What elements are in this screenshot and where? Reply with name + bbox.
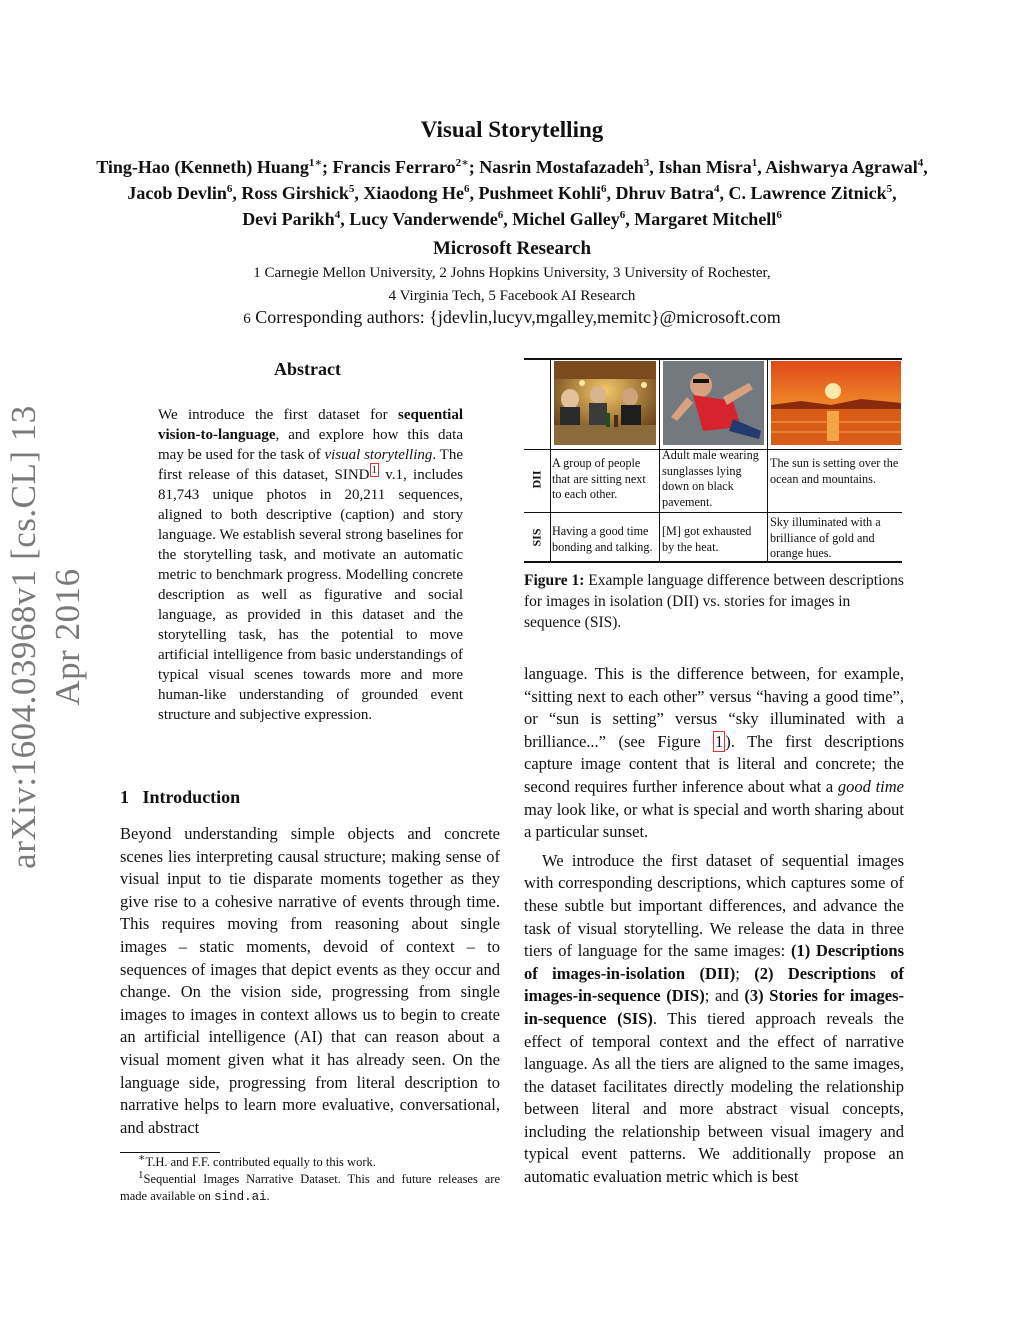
author-name: Ishan Misra: [658, 157, 752, 177]
intro-heading-number: 1: [120, 787, 129, 807]
footnote-1: [120, 1168, 500, 1206]
author-name: Jacob Devlin: [127, 183, 227, 203]
author-mark: ∗: [461, 157, 469, 169]
caption-text: Example language difference between descriptions for images in isolation (DII) vs. stories for images in sequence (SIS).: [524, 572, 904, 631]
author-sep: ,: [354, 183, 364, 203]
footnote-1-link[interactable]: 1: [371, 464, 378, 476]
photo-people-at-table: [554, 361, 656, 445]
author-list: [40, 154, 984, 232]
abstract-text-2: , and explore how this data may be used for the task of: [158, 427, 463, 463]
figure-vline: [767, 358, 768, 563]
paper-title: Visual Storytelling: [420, 117, 604, 142]
author-mark: ∗: [314, 157, 323, 169]
author-name: Francis Ferraro: [332, 157, 456, 177]
caption-label: Figure 1:: [524, 572, 585, 589]
author-sup: 5: [348, 183, 355, 195]
author-sup: 4: [713, 183, 720, 195]
right-p1-text-c: may look like, or what is special and worth sharing about a particular sunset.: [524, 799, 904, 842]
right-p2-bold-2: (2) Descriptions of images-in-sequence (DIS): [524, 963, 904, 1006]
intro-left-paragraph: [120, 823, 500, 1139]
right-p2-sep-1: ;: [735, 963, 755, 983]
right-p2-text-c: . This tiered approach reveals the effect of temporal context and the effect of narrative language. As all the tiers are aligned to the same images, the dataset facilitates directly modeling the relationship between literal and more abstract visual concepts, including the relationship between visual imagery and typical event patterns. We additionally propose an automatic evaluation metric which is best: [524, 1008, 904, 1187]
author-sep: ,: [649, 157, 659, 177]
intro-heading-text: Introduction: [142, 787, 241, 807]
abstract-bold: sequential vision-to-language: [158, 407, 463, 443]
footnote-1-mark: 1: [138, 1168, 144, 1181]
right-p2-bold-3: (3) Stories for images-in-sequence (SIS): [524, 986, 904, 1028]
affiliation-org: Microsoft Research: [432, 238, 592, 259]
sis-cell: [M] got exhausted by the heat.: [662, 524, 752, 554]
affiliation-line-1: 1 Carnegie Mellon University, 2 Johns Hopkins University, 3 University of Rochester,: [253, 265, 771, 281]
author-name: Devi Parikh: [242, 209, 335, 229]
corr-number: 6: [243, 311, 251, 327]
abstract-body: [158, 405, 463, 725]
footnote-1-end: .: [266, 1189, 270, 1203]
corresponding-authors: [0, 307, 1024, 328]
arxiv-sidebar-id: arXiv:1604.03968v1 [cs.CL] 13 Apr 2016: [4, 405, 87, 869]
author-name: Dhruv Batra: [615, 183, 714, 203]
intro-paragraph-1: Beyond understanding simple objects and concrete scenes lies interpreting causal structure; making sense of visual input to tie disparate moments together as they give rise to a cohesive narrative of events through time. This requires moving from reasoning about single images – static moments, devoid of context – to sequences of images that depict events as they occur and change. On the vision side, progressing from single images to images in context allows us to begin to create an artificial intelligence (AI) that can reason about a visual moment given what it has already seen. On the language side, progressing from literal description to narrative helps to learn more evaluative, conversational, and abstract: [120, 824, 500, 1137]
author-sep: ,: [606, 183, 616, 203]
author-sup: 3: [643, 157, 650, 169]
author-line-3: [40, 206, 984, 232]
author-sep: ,: [719, 183, 729, 203]
author-sup: 6: [463, 183, 470, 195]
photo-man-on-pavement: [663, 361, 764, 445]
author-sup: 1: [308, 157, 315, 169]
author-name: Ross Girshick: [241, 183, 349, 203]
author-sep: ,: [503, 209, 513, 229]
right-p1-text-a: language. This is the difference between, for example, “sitting next to each other” versus “having a good time”, or “sun is setting” versus “sky illuminated with a brilliance...” (see Figure: [524, 664, 904, 751]
figure-1-caption: [524, 570, 904, 633]
footnote-rule: [120, 1152, 220, 1153]
dii-cell: The sun is setting over the ocean and mountains.: [770, 456, 899, 486]
figure-1-link[interactable]: 1: [715, 731, 724, 751]
author-name: Michel Galley: [512, 209, 620, 229]
abstract-text-4: v.1, includes 81,743 unique photos in 20,211 sequences, aligned to both descriptive (caption) and story language. We establish several strong baselines for the storytelling task, and motivate an automatic metric to benchmark progress. Modelling concrete description as well as figurative and social language, as provided in this dataset and the storytelling task, has the potential to move artificial intelligence from basic understandings of typical visual scenes towards more and more human-like understanding of grounded event structure and subjective expression.: [158, 467, 464, 723]
intro-right-column: [524, 663, 904, 1189]
author-sep: ,: [625, 209, 635, 229]
sis-cell: Sky illuminated with a brilliance of gold and orange hues.: [770, 515, 881, 560]
author-sup: 6: [619, 209, 626, 221]
footnote-star-mark: ∗: [138, 1151, 146, 1164]
footnote-1-text: Sequential Images Narrative Dataset. This and future releases are made available on: [120, 1172, 500, 1203]
author-name: Lucy Vanderwende: [349, 209, 498, 229]
author-sup: 2: [455, 157, 462, 169]
author-name: Xiaodong He: [363, 183, 464, 203]
abstract-text-1: We introduce the first dataset for: [158, 407, 398, 423]
figure-row-rule: [524, 512, 902, 513]
author-sup: 4: [334, 209, 341, 221]
right-p2-bold-1: (1) Descriptions of images-in-isolation (DII): [524, 941, 905, 983]
intro-heading: [120, 787, 240, 808]
author-sep: ;: [468, 157, 480, 177]
author-sup: 1: [751, 157, 758, 169]
dii-cell: Adult male wearing sunglasses lying down on black pavement.: [662, 448, 759, 509]
row-label-sis: SIS: [529, 528, 544, 547]
author-sup: 6: [776, 209, 782, 221]
author-sep: ;: [322, 157, 333, 177]
footnote-1-url[interactable]: sind.ai: [214, 1190, 267, 1204]
author-name: Margaret Mitchell: [634, 209, 777, 229]
abstract-text-3: . The first release of this dataset, SIND: [158, 447, 463, 483]
author-sup: 6: [497, 209, 504, 221]
author-sep: ,: [757, 157, 766, 177]
abstract-italic: visual storytelling: [324, 447, 433, 463]
author-name: C. Lawrence Zitnick: [728, 183, 887, 203]
row-label-dii: DII: [529, 470, 544, 489]
right-p2-sep-2: ; and: [704, 986, 745, 1006]
right-p1-italic: good time: [837, 776, 904, 796]
footnote-star: [120, 1151, 500, 1171]
author-sup: 6: [600, 183, 607, 195]
intro-right-paragraph-1: [524, 663, 904, 844]
author-sep: ,: [923, 157, 928, 177]
author-sup: 4: [917, 157, 924, 169]
figure-vline: [550, 358, 551, 563]
author-sup: 6: [226, 183, 233, 195]
author-name: Aishwarya Agrawal: [765, 157, 918, 177]
author-sep: ,: [340, 209, 350, 229]
author-name: Nasrin Mostafazadeh: [479, 157, 644, 177]
abstract-heading: Abstract: [274, 359, 341, 379]
corr-text: Corresponding authors: {jdevlin,lucyv,mgalley,memitc}@microsoft.com: [255, 307, 781, 327]
photo-sunset-ocean: [771, 361, 901, 445]
author-name: Pushmeet Kohli: [478, 183, 601, 203]
footnote-star-text: T.H. and F.F. contributed equally to this work.: [145, 1155, 376, 1169]
intro-right-paragraph-2: [524, 850, 904, 1189]
sis-cell: Having a good time bonding and talking.: [552, 524, 653, 554]
affiliation-line-2: 4 Virginia Tech, 5 Facebook AI Research: [388, 288, 636, 304]
author-sep: ,: [469, 183, 479, 203]
author-sep: ,: [232, 183, 242, 203]
right-p1-text-b: ). The first descriptions capture image content that is literal and concrete; the second requires further inference about what a: [524, 731, 904, 796]
figure-top-rule: [524, 358, 902, 360]
author-sep: ,: [892, 183, 897, 203]
author-line-1: [40, 154, 984, 180]
author-line-2: [40, 180, 984, 206]
footnotes: [120, 1151, 500, 1206]
dii-cell: A group of people that are sitting next to each other.: [552, 456, 646, 501]
author-sup: 5: [886, 183, 893, 195]
author-name: Ting-Hao (Kenneth) Huang: [96, 157, 309, 177]
right-p2-text-a: We introduce the first dataset of sequential images with corresponding descriptions, which captures some of these subtle but important differences, and advance the task of visual storytelling. We release the data in three tiers of language for the same images:: [524, 850, 904, 961]
